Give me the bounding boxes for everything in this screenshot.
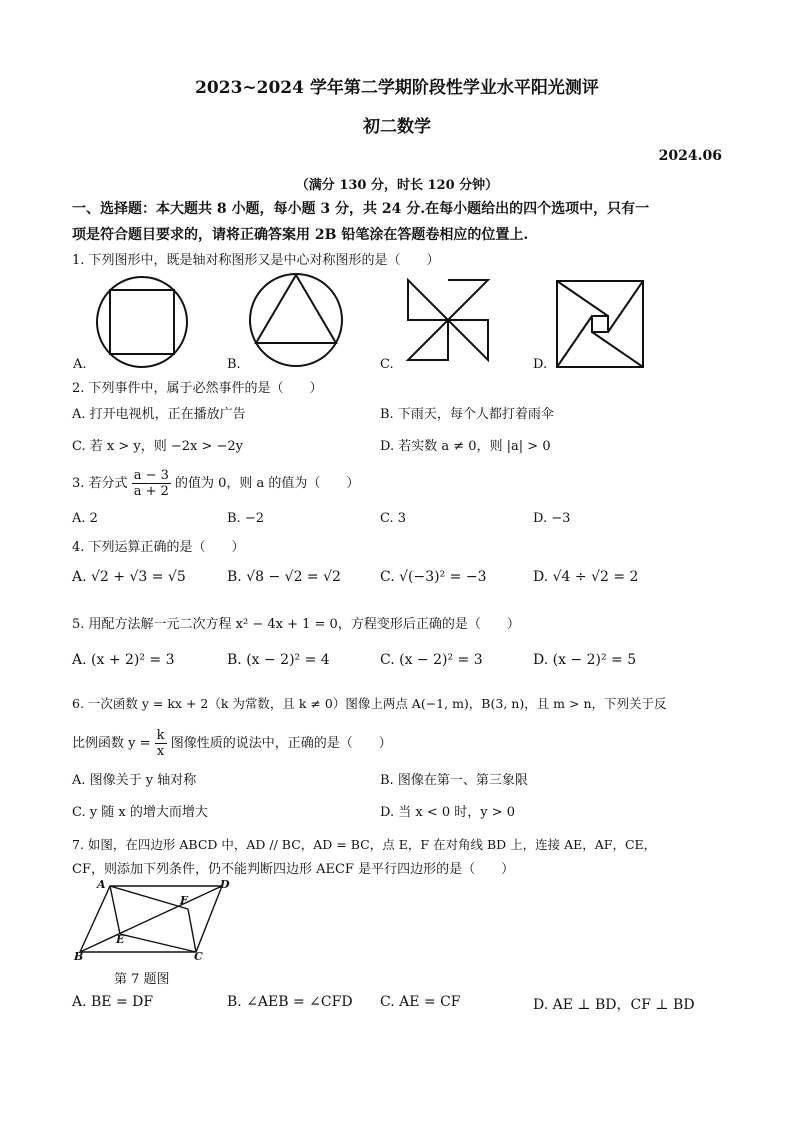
q1-option-d[interactable]: D. (533, 357, 548, 372)
q1-option-c[interactable]: C. (380, 357, 394, 372)
q7-option-a[interactable]: A. BE = DF (72, 994, 154, 1010)
q7-point-a: A (97, 878, 106, 891)
q6-stem-line1: 6. 一次函数 y = kx + 2（k 为常数，且 k ≠ 0）图像上两点 A(−1, m)，B(3, n)，且 m > n，下列关于反 (72, 696, 667, 711)
q1-figure-a (96, 276, 188, 368)
q3-stem-suffix: 的值为 0，则 a 的值为（ ） (175, 476, 360, 491)
q7-point-d: D (220, 878, 230, 891)
q3-stem (72, 468, 359, 499)
q6-fraction (155, 728, 167, 759)
subject-title: 初二数学 (363, 117, 431, 137)
section-heading-line1: 一、选择题：本大题共 8 小题，每小题 3 分，共 24 分.在每小题给出的四个选项中，只有一 (72, 201, 650, 217)
q4-option-c[interactable]: C. √(−3)² = −3 (380, 569, 487, 585)
q3-option-b[interactable]: B. −2 (227, 511, 264, 526)
q3-stem-prefix: 3. 若分式 (72, 476, 128, 491)
q4-option-d[interactable]: D. √4 ÷ √2 = 2 (533, 569, 639, 585)
q7-figure-caption: 第 7 题图 (114, 972, 170, 987)
q2-option-a[interactable]: A. 打开电视机，正在播放广告 (72, 407, 246, 422)
q6-option-c[interactable]: C. y 随 x 的增大而增大 (72, 805, 208, 820)
q7-option-d[interactable]: D. AE ⊥ BD，CF ⊥ BD (533, 997, 695, 1013)
q2-stem: 2. 下列事件中，属于必然事件的是（ ） (72, 381, 323, 396)
q7-option-c[interactable]: C. AE = CF (380, 994, 461, 1010)
q6-denominator: x (156, 744, 165, 759)
q6-stem-suffix: 图像性质的说法中，正确的是（ ） (170, 736, 392, 751)
q5-option-a[interactable]: A. (x + 2)² = 3 (72, 652, 175, 668)
q5-stem: 5. 用配方法解一元二次方程 x² − 4x + 1 = 0，方程变形后正确的是（ ） (72, 617, 520, 632)
q7-stem-line2: CF，则添加下列条件，仍不能判断四边形 AECF 是平行四边形的是（ ） (72, 862, 515, 877)
q6-option-a[interactable]: A. 图像关于 y 轴对称 (72, 773, 197, 788)
q5-option-b[interactable]: B. (x − 2)² = 4 (227, 652, 330, 668)
q7-stem-line1: 7. 如图，在四边形 ABCD 中，AD // BC，AD = BC，点 E，F 在对角线 BD 上，连接 AE，AF，CE， (72, 837, 657, 852)
exam-date: 2024.06 (658, 148, 722, 164)
q7-point-e: E (116, 933, 125, 946)
q6-stem-line2 (72, 728, 392, 759)
q6-stem-prefix: 比例函数 y = (72, 736, 151, 751)
q1-option-a[interactable]: A. (73, 357, 87, 372)
q1-figure-b (248, 272, 344, 368)
q3-denominator: a + 2 (133, 484, 169, 499)
score-note: （满分 130 分，时长 120 分钟） (295, 178, 499, 193)
q1-figure-d (556, 280, 644, 368)
q5-option-d[interactable]: D. (x − 2)² = 5 (533, 652, 637, 668)
q1-option-b[interactable]: B. (227, 357, 241, 372)
q1-figure-c (404, 276, 494, 366)
exam-title: 2023~2024 学年第二学期阶段性学业水平阳光测评 (195, 78, 599, 98)
q7-point-c: C (194, 950, 203, 963)
q7-option-b[interactable]: B. ∠AEB = ∠CFD (227, 994, 353, 1010)
q3-option-a[interactable]: A. 2 (72, 511, 98, 526)
q4-option-a[interactable]: A. √2 + √3 = √5 (72, 569, 186, 585)
q6-numerator: k (156, 728, 165, 743)
q2-option-d[interactable]: D. 若实数 a ≠ 0，则 |a| > 0 (380, 439, 551, 454)
q3-numerator: a − 3 (133, 468, 169, 483)
q7-point-f: F (180, 894, 188, 907)
section-heading-line2: 项是符合题目要求的，请将正确答案用 2B 铅笔涂在答题卷相应的位置上. (72, 227, 529, 243)
q4-option-b[interactable]: B. √8 − √2 = √2 (227, 569, 341, 585)
q4-stem: 4. 下列运算正确的是（ ） (72, 540, 245, 555)
q6-option-d[interactable]: D. 当 x < 0 时，y > 0 (380, 805, 516, 820)
q3-fraction (132, 468, 171, 499)
q2-option-b[interactable]: B. 下雨天，每个人都打着雨伞 (380, 407, 554, 422)
q1-stem: 1. 下列图形中，既是轴对称图形又是中心对称图形的是（ ） (72, 253, 440, 268)
q2-option-c[interactable]: C. 若 x > y，则 −2x > −2y (72, 439, 244, 454)
q6-option-b[interactable]: B. 图像在第一、第三象限 (380, 773, 528, 788)
q3-option-d[interactable]: D. −3 (533, 511, 571, 526)
q5-option-c[interactable]: C. (x − 2)² = 3 (380, 652, 483, 668)
q7-point-b: B (74, 950, 84, 963)
q3-option-c[interactable]: C. 3 (380, 511, 407, 526)
